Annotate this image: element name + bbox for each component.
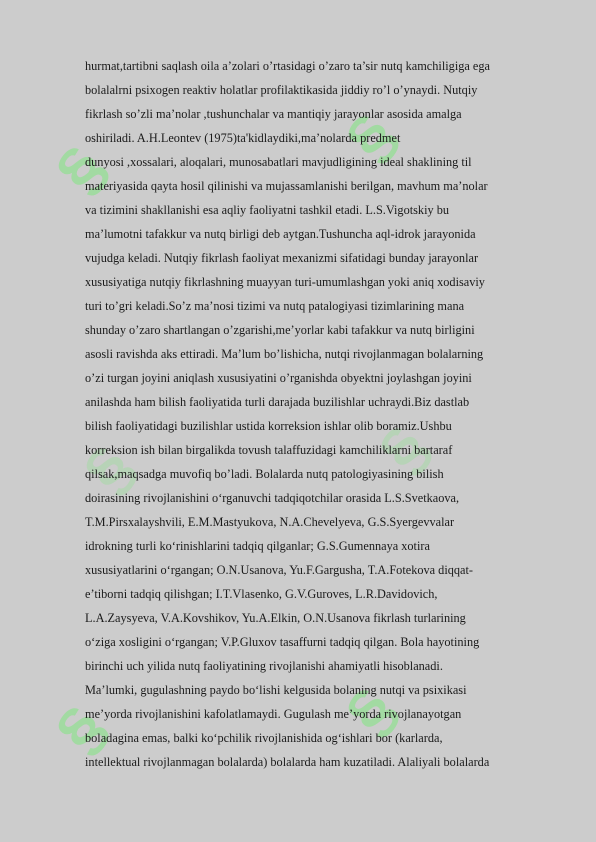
text-line: oshiriladi. A.H.Leontev (1975)ta'kidlaydiki,ma’nolarda predmet	[85, 131, 401, 145]
watermark-logo: §	[331, 96, 414, 174]
body-text	[85, 54, 555, 774]
text-line: dunyosi ,xossalari, aloqalari, munosabatlari mavjudligining ideal shaklining til	[85, 155, 472, 169]
text-line: birinchi uch yilida nutq faoliyatining rivojlanishi ahamiyatli hisoblanadi.	[85, 659, 443, 673]
text-line: shunday o’zaro shartlangan o’zgarishi,me’yorlar kabi tafakkur va nutq birligini	[85, 323, 475, 337]
text-line: turi to’gri keladi.So’z ma’nosi tizimi va nutq patalogiyasi tizimlarining mana	[85, 299, 465, 313]
text-line: idrokning turli ko‘rinishlarini tadqiq qilganlar; G.S.Gumennaya xotira	[85, 539, 430, 553]
text-line: me’yorda rivojlanishini kafolatlamaydi. Gugulash me’yorda rivojlanayotgan	[85, 707, 462, 721]
text-line: hurmat,tartibni saqlash oila a’zolari o’rtasidagi o’zaro ta’sir nutq kamchiligiga ega	[85, 59, 490, 73]
text-line: L.A.Zaysyeva, V.A.Kovshikov, Yu.A.Elkin, O.N.Usanova fikrlash turlarining	[85, 611, 466, 625]
text-line: Ma’lumki, gugulashning paydo bo‘lishi kelgusida bolaning nutqi va psixikasi	[85, 683, 467, 697]
text-line: ma’lumotni tafakkur va nutq birligi deb aytgan.Tushuncha aql-idrok jarayonida	[85, 227, 476, 241]
text-line: materiyasida qayta hosil qilinishi va mujassamlanishi berilgan, mavhum ma’nolar	[85, 179, 488, 193]
text-line: intellektual rivojlanmagan bolalarda) bolalarda ham kuzatiladi. Alaliyali bolalarda	[85, 755, 490, 769]
text-line: doirasining rivojlanishini o‘rganuvchi tadqiqotchilar orasida L.S.Svetkaova,	[85, 491, 460, 505]
text-line: o’zi turgan joyini aniqlash xususiyatini o’rganishda obyektni joylashgan joyini	[85, 371, 472, 385]
text-line: qilsak,maqsadga muvofiq bo’ladi. Bolalarda nutq patologiyasining bilish	[85, 467, 444, 481]
text-line: bilish faoliyatidagi buzilishlar ustida korreksion ishlar olib boramiz.Ushbu	[85, 419, 452, 433]
text-line: vujudga keladi. Nutqiy fikrlash faoliyat mexanizmi sifatidagi bunday jarayonlar	[85, 251, 479, 265]
watermark-logo: §	[69, 428, 152, 506]
text-line: xususiyatlarini o‘rgangan; O.N.Usanova, Yu.F.Gargusha, T.A.Fotekova diqqat-	[85, 563, 474, 577]
text-line: e’tiborni tadqiq qilishgan; I.T.Vlasenko, G.V.Guroves, L.R.Davidovich,	[85, 587, 438, 601]
text-line: fikrlash so’zli ma’nolar ,tushunchalar va mantiqiy jarayonlar asosida amalga	[85, 107, 462, 121]
text-line: T.M.Pirsxalayshvili, E.M.Mastyukova, N.A.Chevelyeva, G.S.Syergevvalar	[85, 515, 455, 529]
text-line: xususiyatiga nutqiy fikrlashning muayyan turi-umumlashgan yoki aniq xodisaviy	[85, 275, 485, 289]
text-line: o‘ziga xosligini o‘rgangan; V.P.Gluxov tasaffurni tadqiq qilgan. Bola hayotining	[85, 635, 480, 649]
text-line: va tizimini shakllanishi esa aqliy faoliyatni tashkil etadi. L.S.Vigotskiy bu	[85, 203, 450, 217]
text-line: boladagina emas, balki ko‘pchilik rivojlanishida og‘ishlari bor (karlarda,	[85, 731, 443, 745]
watermark-logo: §	[364, 408, 447, 486]
text-line: asosli ravishda aks ettiradi. Ma’lum bo’lishicha, nutqi rivojlanmagan bolalarning	[85, 347, 484, 361]
watermark-logo: §	[331, 670, 414, 748]
text-line: anilashda ham bilish faoliyatida turli darajada buzilishlar uchraydi.Biz dastlab	[85, 395, 470, 409]
text-line: bolalalrni psixogen reaktiv holatlar profilaktikasida jiddiy ro’l o’ynaydi. Nutqiy	[85, 83, 478, 97]
text-line: korreksion ish bilan birgalikda tovush talaffuzidagi kamchiliklarni bartaraf	[85, 443, 453, 457]
watermark-logo: §	[41, 688, 124, 766]
watermark-logo: §	[41, 128, 124, 206]
